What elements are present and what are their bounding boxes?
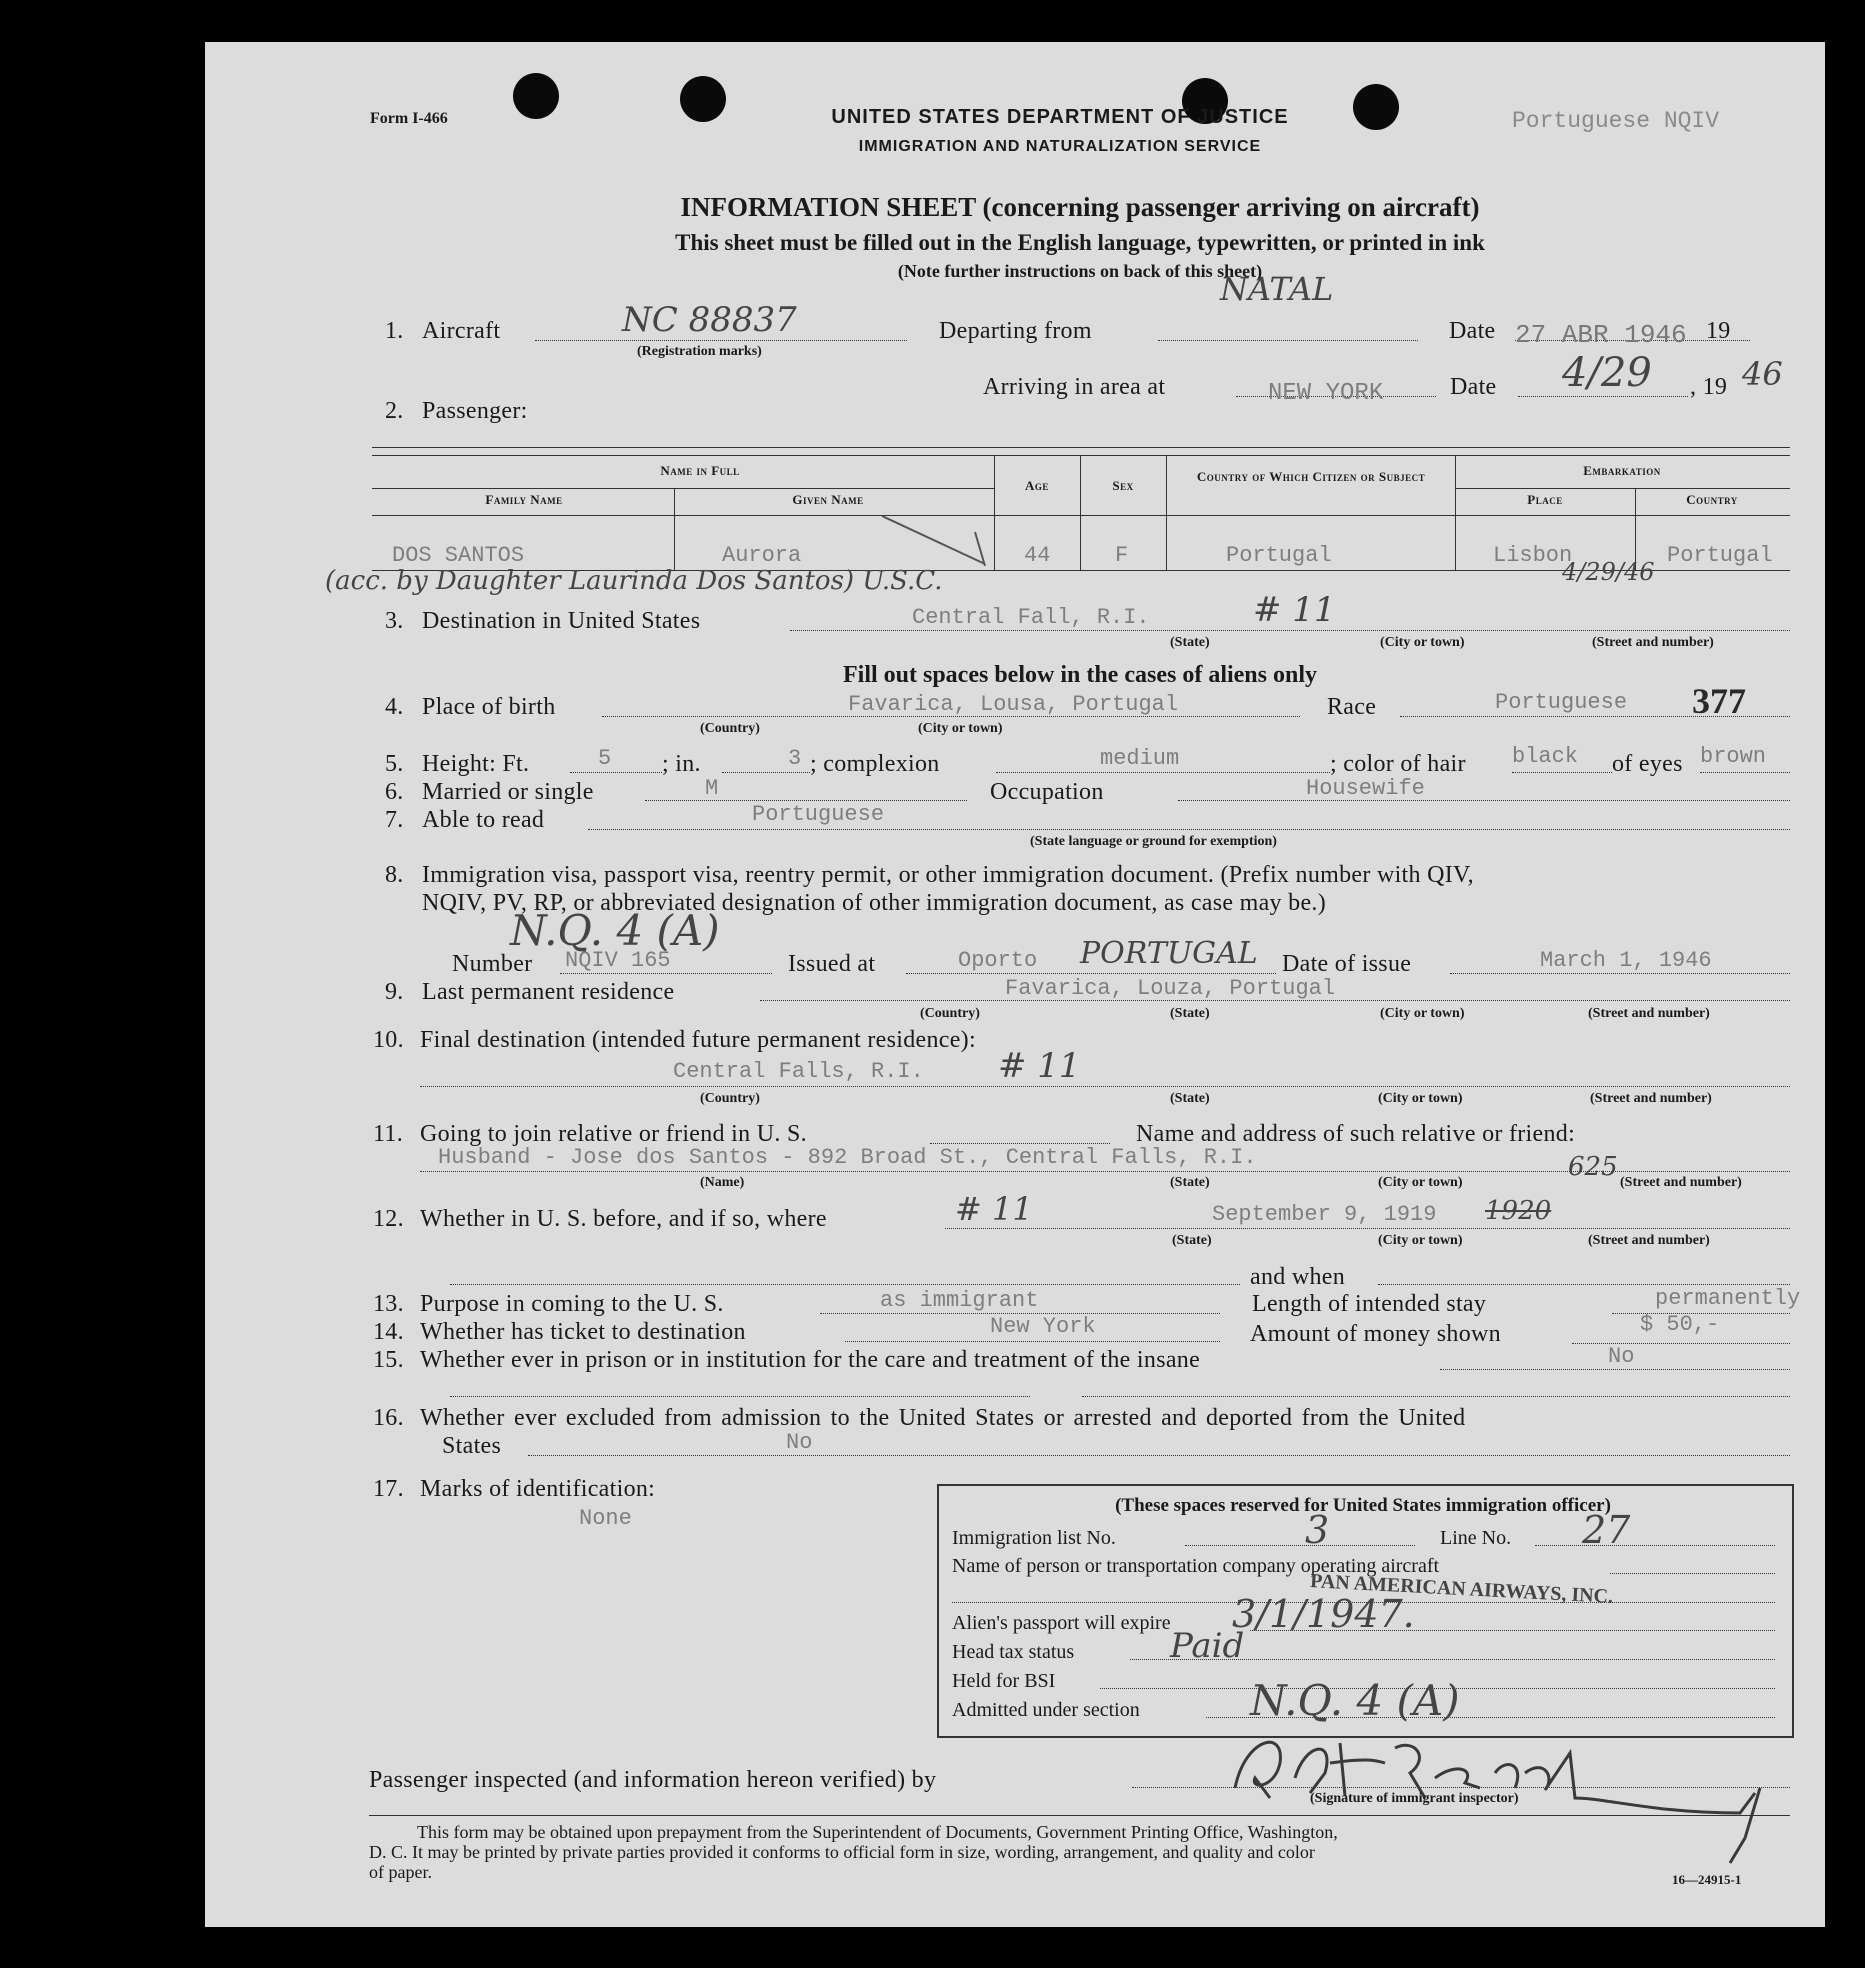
final-destination-handwritten: # 11 — [998, 1046, 1081, 1086]
country-cell: Portugal — [1667, 543, 1773, 568]
item-number: 1. — [385, 318, 404, 344]
caption-city: (City or town) — [918, 721, 1003, 736]
caption-name: (Name) — [700, 1175, 745, 1190]
arriving-value: NEW YORK — [1268, 380, 1384, 407]
item-number: 8. — [385, 862, 404, 888]
issue-date-label: Date of issue — [1282, 951, 1412, 977]
citizen-header: Country of Which Citizen or Subject — [1196, 469, 1426, 484]
height-inches: 3 — [788, 746, 802, 771]
arrival-date-stamp: 4/29/46 — [1562, 558, 1655, 586]
aliens-heading: Fill out spaces below in the cases of aliens only — [842, 662, 1318, 688]
caption-state: (State) — [1170, 1091, 1210, 1106]
caption-city: (City or town) — [1378, 1091, 1463, 1106]
line-no-value: 27 — [1582, 1508, 1631, 1552]
doc-number-value: NQIV 165 — [565, 948, 671, 973]
passport-label: Alien's passport will expire — [952, 1612, 1171, 1634]
item-number: 7. — [385, 807, 404, 833]
inspection-label: Passenger inspected (and information hereon verified) by — [369, 1767, 937, 1793]
family-name-cell: DOS SANTOS — [392, 543, 525, 568]
aircraft-value: NC 88837 — [622, 300, 797, 340]
footer-line-3: of paper. — [369, 1862, 432, 1882]
eyes-value: brown — [1700, 744, 1767, 769]
doc-number-label: Number — [452, 951, 533, 977]
form-number: Form I-466 — [370, 110, 448, 127]
complexion-label: ; complexion — [810, 751, 940, 777]
caption-street: (Street and number) — [1588, 1233, 1710, 1248]
document-instruction-2: NQIV, PV, RP, or abbreviated designation of other immigration document, as case may be.) — [422, 890, 1327, 916]
destination-number: # 11 — [1253, 590, 1336, 630]
department-name: UNITED STATES DEPARTMENT OF JUSTICE — [831, 106, 1289, 128]
caption-street: (Street and number) — [1592, 635, 1714, 650]
aircraft-label: Aircraft — [422, 318, 501, 344]
item-number: 10. — [373, 1027, 404, 1053]
document-handwritten: N.Q. 4 (A) — [510, 906, 720, 955]
marital-value: M — [705, 776, 719, 801]
issued-handwritten: PORTUGAL — [1080, 936, 1258, 971]
date-year-prefix: 19 — [1706, 318, 1731, 344]
form-code: 16—24915-1 — [1672, 1872, 1742, 1887]
item-number: 6. — [385, 779, 404, 805]
caption-country: (Country) — [920, 1006, 980, 1021]
height-feet: 5 — [598, 746, 612, 771]
read-label: Able to read — [422, 807, 545, 833]
marks-value: None — [579, 1506, 632, 1531]
excluded-label-2: States — [442, 1433, 502, 1459]
admitted-value: N.Q. 4 (A) — [1250, 1676, 1460, 1725]
caption-country: (Country) — [700, 1091, 760, 1106]
caption-city: (City or town) — [1378, 1175, 1463, 1190]
destination-label: Destination in United States — [422, 608, 701, 634]
list-no-label: Immigration list No. — [952, 1527, 1116, 1549]
item-number: 4. — [385, 694, 404, 720]
passenger-label: Passenger: — [422, 398, 528, 424]
relative-name-label: Name and address of such relative or friend: — [1136, 1121, 1576, 1147]
hair-value: black — [1512, 744, 1579, 769]
list-no-value: 3 — [1305, 1508, 1330, 1552]
relative-handwritten: 625 — [1568, 1152, 1618, 1182]
document-instruction: Immigration visa, passport visa, reentry permit, or other immigration document. (Prefix number with QIV, — [422, 862, 1474, 888]
arrival-year-prefix: , 19 — [1690, 374, 1728, 400]
arriving-label: Arriving in area at — [983, 374, 1166, 400]
title-instruction: This sheet must be filled out in the English language, typewritten, or printed in ink — [675, 230, 1485, 255]
service-name: IMMIGRATION AND NATURALIZATION SERVICE — [858, 138, 1262, 155]
footer-line-2: D. C. It may be printed by private parties provided it conforms to official form in size, wording, arrangement, and quality and color — [369, 1842, 1315, 1862]
footer-line-1: This form may be obtained upon prepayment from the Superintendent of Documents, Government Printing Office, Washington, — [417, 1822, 1338, 1842]
registration-caption: (Registration marks) — [637, 344, 762, 359]
departing-value: NATAL — [1220, 270, 1334, 308]
money-label: Amount of money shown — [1250, 1321, 1501, 1347]
departing-label: Departing from — [939, 318, 1092, 344]
issued-value: Oporto — [958, 948, 1038, 973]
item-number: 9. — [385, 979, 404, 1005]
occupation-value: Housewife — [1306, 776, 1425, 801]
signature-caption: (Signature of immigrant inspector) — [1310, 1791, 1519, 1806]
item-number: 2. — [385, 398, 404, 424]
caption-state: (State) — [1170, 635, 1210, 650]
bsi-label: Held for BSI — [952, 1670, 1056, 1692]
caption-state: (State) — [1170, 1175, 1210, 1190]
visa-stamp: Portuguese NQIV — [1512, 108, 1720, 134]
purpose-value: as immigrant — [880, 1288, 1039, 1313]
marital-label: Married or single — [422, 779, 594, 805]
caption-city: (City or town) — [1378, 1233, 1463, 1248]
item-number: 12. — [373, 1206, 404, 1232]
passport-value: 3/1/1947. — [1232, 1592, 1415, 1636]
item-number: 15. — [373, 1347, 404, 1373]
departure-date: 27 ABR 1946 — [1515, 320, 1687, 350]
inches-label: ; in. — [662, 751, 701, 777]
title-note: (Note further instructions on back of this sheet) — [897, 261, 1263, 281]
final-destination-label: Final destination (intended future permanent residence): — [420, 1027, 976, 1053]
read-caption: (State language or ground for exemption) — [1030, 834, 1277, 849]
officer-box-heading: (These spaces reserved for United States immigration officer) — [1115, 1495, 1611, 1516]
caption-city: (City or town) — [1380, 1006, 1465, 1021]
purpose-label: Purpose in coming to the U. S. — [420, 1291, 724, 1317]
join-relative-label: Going to join relative or friend in U. S. — [420, 1121, 807, 1147]
destination-value: Central Fall, R.I. — [912, 605, 1150, 630]
head-tax-label: Head tax status — [952, 1641, 1075, 1663]
hair-label: ; color of hair — [1330, 751, 1466, 777]
issued-label: Issued at — [788, 951, 876, 977]
item-number: 16. — [373, 1405, 404, 1431]
item-number: 17. — [373, 1476, 404, 1502]
caption-state: (State) — [1170, 1006, 1210, 1021]
citizen-cell: Portugal — [1226, 543, 1332, 568]
place-header: Place — [1527, 492, 1563, 507]
item-number: 13. — [373, 1291, 404, 1317]
country-header: Country — [1686, 492, 1738, 507]
birthplace-label: Place of birth — [422, 694, 556, 720]
money-value: $ 50,- — [1640, 1312, 1720, 1337]
line-no-label: Line No. — [1440, 1527, 1512, 1549]
read-value: Portuguese — [752, 802, 885, 827]
prior-visit-struck: 1920 — [1485, 1196, 1552, 1226]
ticket-label: Whether has ticket to destination — [420, 1319, 746, 1345]
prison-value: No — [1608, 1344, 1635, 1369]
excluded-label: Whether ever excluded from admission to the United States or arrested and deported from the United — [420, 1405, 1466, 1431]
sex-cell: F — [1115, 543, 1129, 568]
admitted-label: Admitted under section — [952, 1699, 1140, 1721]
issue-date-value: March 1, 1946 — [1540, 948, 1712, 973]
race-label: Race — [1327, 694, 1377, 720]
residence-value: Favarica, Louza, Portugal — [1005, 976, 1336, 1001]
prior-visit-handwritten: # 11 — [955, 1190, 1033, 1228]
marks-label: Marks of identification: — [420, 1476, 656, 1502]
final-destination-value: Central Falls, R.I. — [673, 1059, 924, 1084]
arrival-date-label: Date — [1450, 374, 1497, 400]
item-number: 5. — [385, 751, 404, 777]
given-name-cell: Aurora — [722, 543, 802, 568]
item-number: 3. — [385, 608, 404, 634]
item-number: 14. — [373, 1319, 404, 1345]
ticket-value: New York — [990, 1314, 1096, 1339]
given-name-header: Given Name — [792, 492, 864, 507]
pen-stroke — [880, 512, 995, 572]
age-header: Age — [1025, 478, 1049, 493]
relative-value: Husband - Jose dos Santos - 892 Broad St., Central Falls, R.I. — [438, 1145, 1257, 1170]
name-in-full-header: Name in Full — [660, 463, 740, 478]
company-label: Name of person or transportation company operating aircraft — [952, 1555, 1440, 1577]
sex-header: Sex — [1112, 478, 1134, 493]
caption-street: (Street and number) — [1588, 1006, 1710, 1021]
occupation-label: Occupation — [990, 779, 1104, 805]
binder-hole — [680, 76, 726, 122]
race-code: 377 — [1692, 681, 1746, 721]
caption-street: (Street and number) — [1590, 1091, 1712, 1106]
complexion-value: medium — [1100, 746, 1180, 771]
and-when-label: and when — [1250, 1264, 1346, 1290]
place-cell: Lisbon — [1493, 543, 1573, 568]
item-number: 11. — [373, 1121, 404, 1147]
company-stamp: PAN AMERICAN AIRWAYS, INC. — [1309, 1570, 1614, 1608]
binder-hole — [1353, 84, 1399, 130]
stay-label: Length of intended stay — [1252, 1291, 1487, 1317]
arrival-date-value: 4/29 — [1562, 350, 1652, 396]
age-cell: 44 — [1024, 543, 1051, 568]
prison-label: Whether ever in prison or in institution for the care and treatment of the insane — [420, 1347, 1201, 1373]
caption-city: (City or town) — [1380, 635, 1465, 650]
caption-street: (Street and number) — [1620, 1175, 1742, 1190]
binder-hole — [513, 73, 559, 119]
stay-value: permanently — [1655, 1286, 1801, 1311]
prior-visit-value: September 9, 1919 — [1212, 1202, 1437, 1227]
accompanied-note: (acc. by Daughter Laurinda Dos Santos) U.S.C. — [325, 566, 943, 596]
caption-state: (State) — [1172, 1233, 1212, 1248]
height-label: Height: Ft. — [422, 751, 530, 777]
race-value: Portuguese — [1495, 690, 1628, 715]
caption-country: (Country) — [700, 721, 760, 736]
excluded-value: No — [786, 1430, 813, 1455]
embarkation-header: Embarkation — [1583, 463, 1661, 478]
eyes-label: of eyes — [1612, 751, 1683, 777]
residence-label: Last permanent residence — [422, 979, 675, 1005]
page-title: INFORMATION SHEET (concerning passenger arriving on aircraft) — [680, 192, 1480, 222]
prior-visit-label: Whether in U. S. before, and if so, where — [420, 1206, 827, 1232]
head-tax-value: Paid — [1170, 1626, 1245, 1666]
family-name-header: Family Name — [485, 492, 563, 507]
birthplace-value: Favarica, Lousa, Portugal — [848, 692, 1179, 717]
arrival-year-value: 46 — [1742, 355, 1783, 393]
date-label: Date — [1449, 318, 1496, 344]
